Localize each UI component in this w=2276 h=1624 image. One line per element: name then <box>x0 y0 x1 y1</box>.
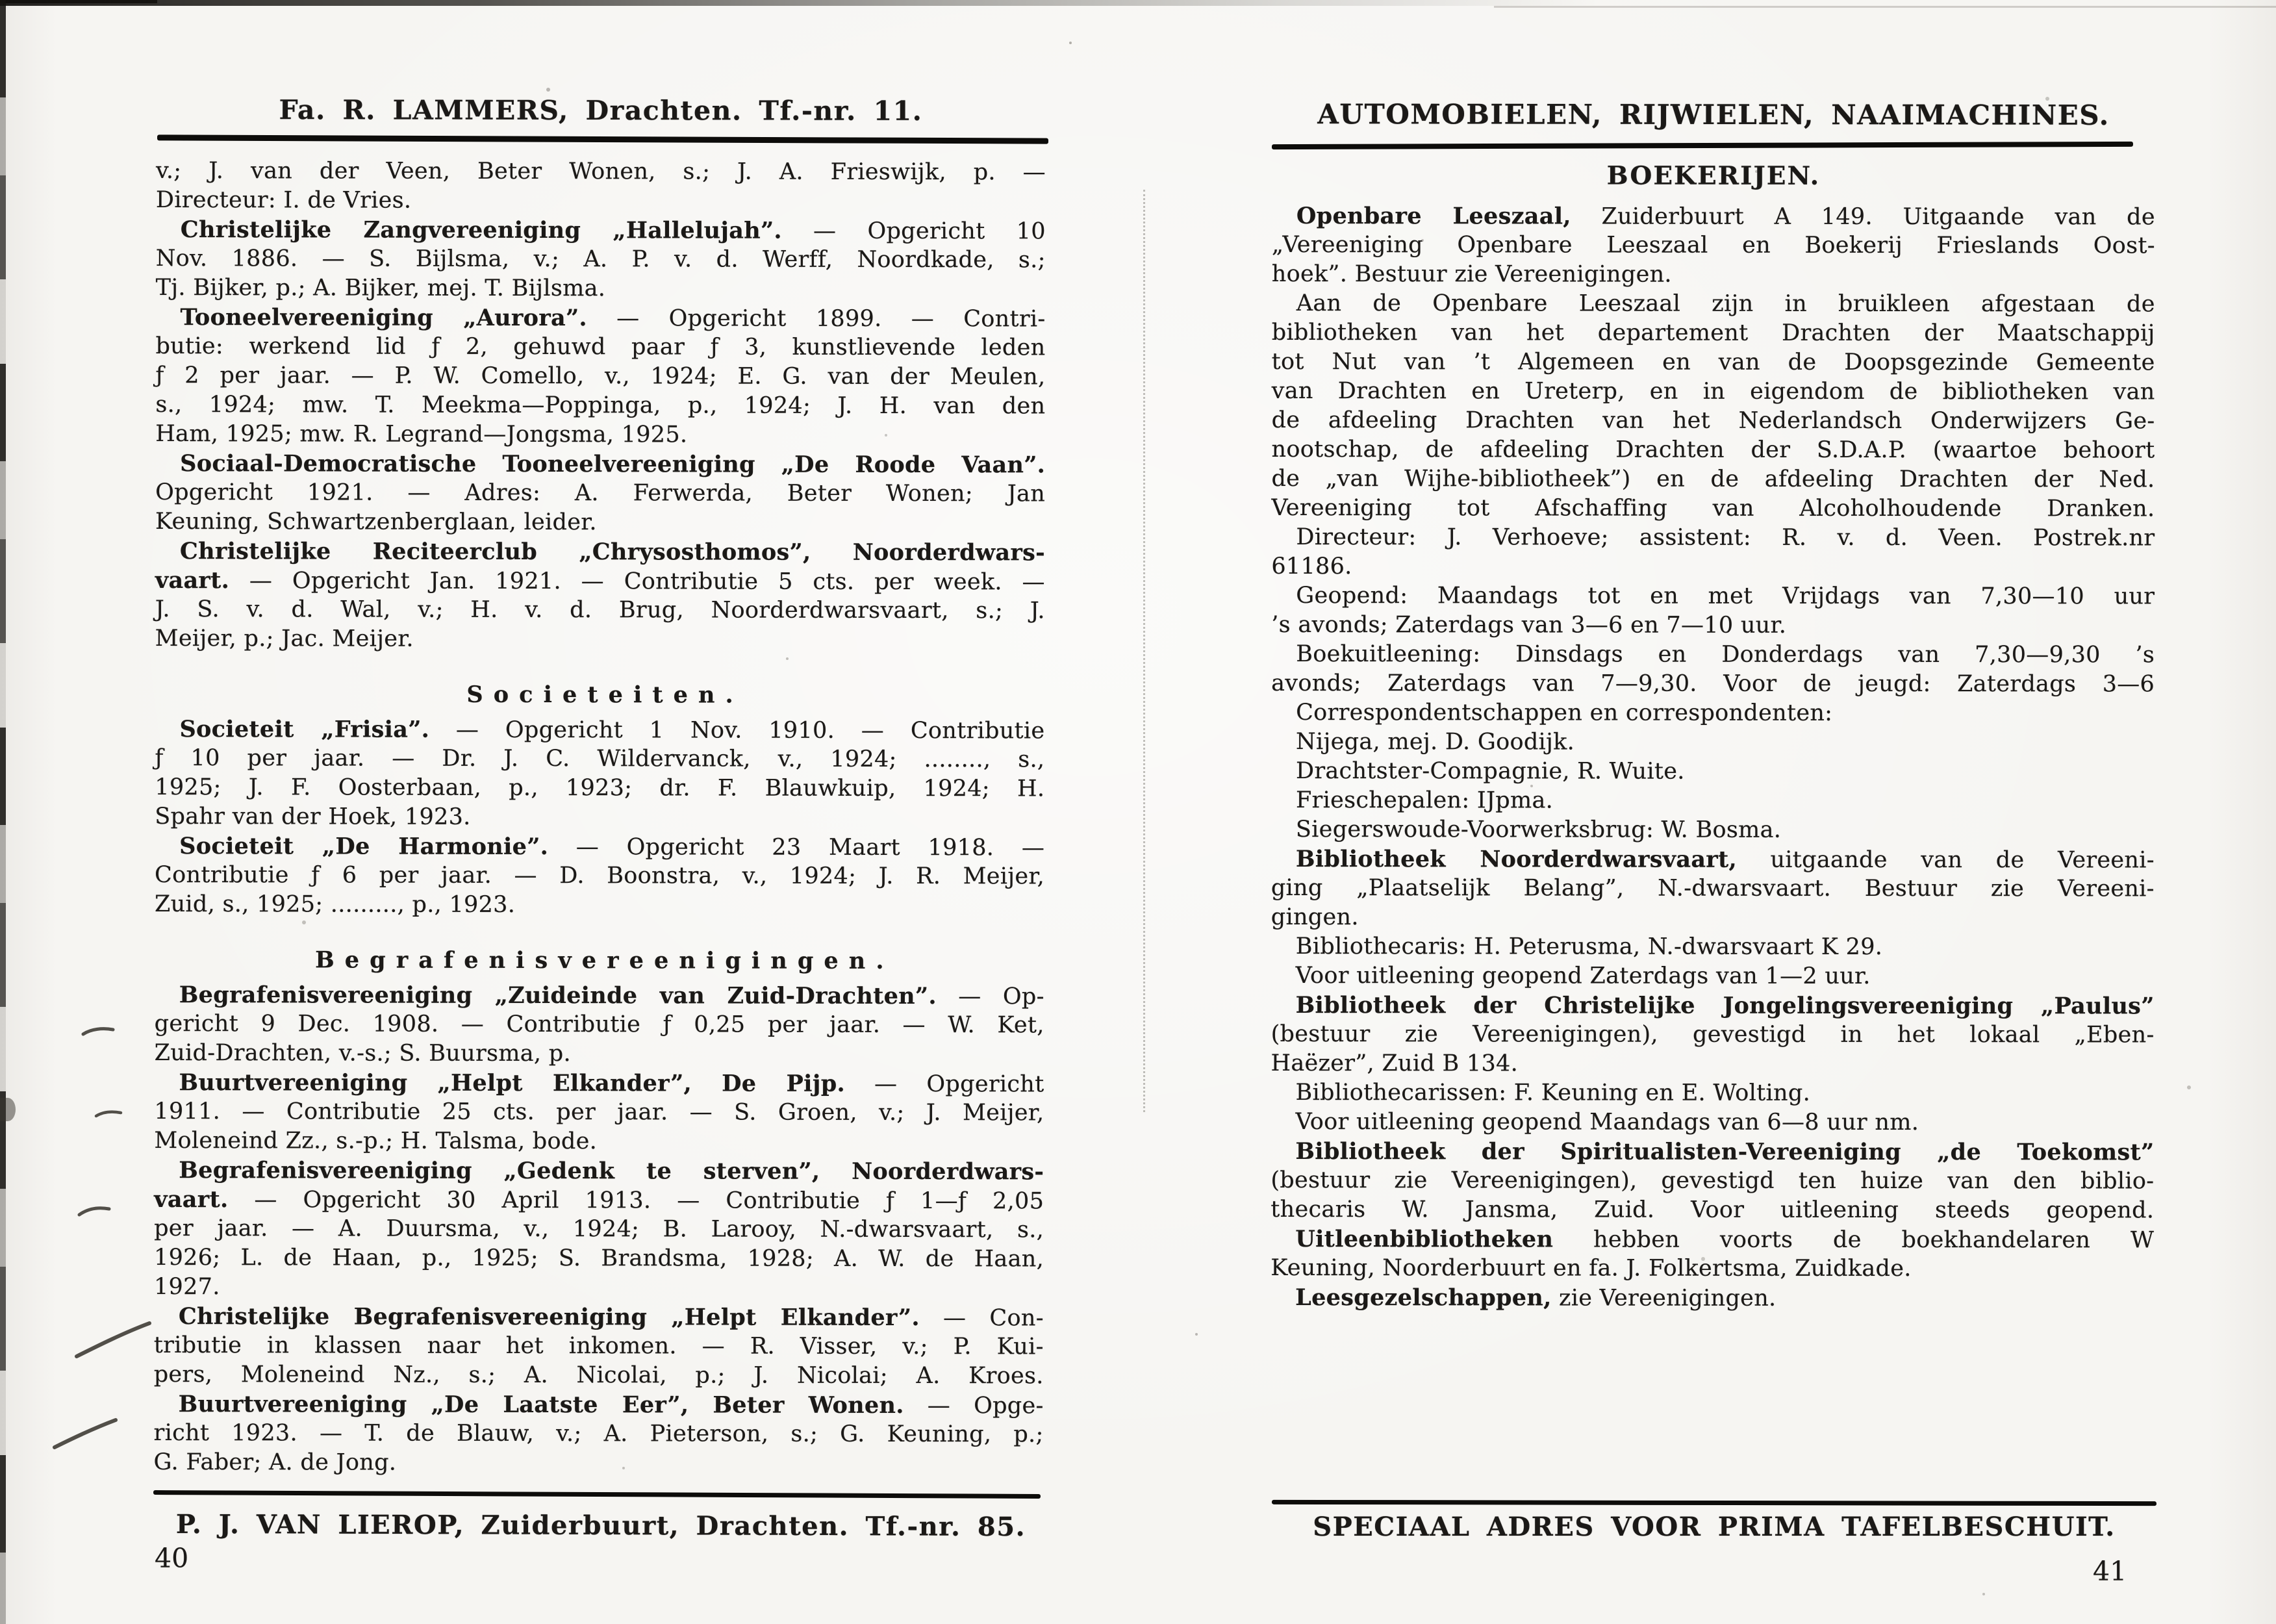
entry-text: Haëzer”, Zuid B 134. <box>1271 1050 1519 1077</box>
entry-text: Voor uitleening geopend Maandags van 6—8 uur nm. <box>1295 1109 1919 1136</box>
entry-text: — Opgericht 1899. — Contri- <box>587 305 1046 333</box>
entry-text: Bibliothecaris: H. Peterusma, N.-dwarsvaart K 29. <box>1295 933 1883 960</box>
entry-paragraph <box>1271 757 2155 787</box>
entry-text: thecaris W. Jansma, Zuid. Voor uitleening steeds geopend. <box>1271 1196 2155 1224</box>
entry-paragraph <box>1271 1283 2154 1313</box>
entry-text: de afdeeling Drachten van het Nederlandsch Onderwijzers Ge- <box>1271 407 2155 435</box>
text-line <box>1271 1224 2154 1254</box>
text-line <box>155 566 1045 596</box>
entry-text: tot Nut van ’t Algemeen en van de Doopsgezinde Gemeente <box>1271 348 2155 376</box>
entry-paragraph <box>1271 815 2155 845</box>
entry-paragraph <box>1271 786 2155 816</box>
text-line <box>1272 377 2155 407</box>
left-page-body <box>153 157 1046 1478</box>
entry-text: Tj. Bijker, p.; A. Bijker, mej. T. Bijlsma. <box>155 274 606 302</box>
entry-text: Moleneind Zz., s.-p.; H. Talsma, bode. <box>154 1127 598 1155</box>
entry-text: Spahr van der Hoek, 1923. <box>155 803 471 830</box>
text-line <box>154 1273 1044 1303</box>
entry-name-bold: Tooneelvereeniging „Aurora”. <box>180 304 587 332</box>
text-line <box>155 1039 1044 1069</box>
page-number-left: 40 <box>155 1543 189 1574</box>
text-line <box>1272 406 2155 436</box>
text-line <box>155 744 1044 774</box>
text-line <box>1271 1078 2154 1108</box>
entry-paragraph <box>1271 698 2155 728</box>
entry-text: Zuid, s., 1925; ........., p., 1923. <box>154 891 516 918</box>
entry-paragraph <box>1271 844 2155 933</box>
text-line <box>1271 815 2155 845</box>
text-line <box>154 1097 1044 1128</box>
entry-text: avonds; Zaterdags van 7—9,30. Voor de jeugd: Zaterdags 3—6 <box>1271 670 2155 698</box>
text-line <box>1271 844 2155 874</box>
entry-text: Meijer, p.; Jac. Meijer. <box>155 625 414 652</box>
entry-name-bold: Bibliotheek der Spiritualisten-Vereeniging „de Toekomst” <box>1295 1138 2155 1166</box>
entry-paragraph <box>1271 523 2155 582</box>
entry-text: Vereeniging tot Afschaffing van Alcoholhoudende Dranken. <box>1271 494 2155 522</box>
entry-name-bold: Begrafenisvereeniging „Zuideinde van Zuid-Drachten”. <box>179 982 937 1010</box>
entry-text: ’s avonds; Zaterdags van 3—6 en 7—10 uur. <box>1271 611 1787 639</box>
entry-text: hoek”. Bestuur zie Vereenigingen. <box>1271 260 1672 288</box>
pen-check-mark <box>79 1208 109 1215</box>
entry-name-bold: Buurtvereeniging „Helpt Elkander”, De Pijp. <box>179 1069 846 1097</box>
entry-paragraph <box>154 1068 1044 1157</box>
entry-text: (bestuur zie Vereenigingen), gevestigd ten huize van den biblio- <box>1271 1167 2155 1195</box>
text-line <box>1271 669 2155 699</box>
text-line <box>1271 698 2155 728</box>
entry-text: Frieschepalen: IJpma. <box>1295 787 1554 814</box>
section-heading: BOEKERIJEN. <box>1606 160 1821 191</box>
entry-text: gingen. <box>1271 904 1359 931</box>
entry-text: 1926; L. de Haan, p., 1925; S. Brandsma, 1928; A. W. de Haan, <box>154 1244 1044 1273</box>
entry-text: Ham, 1925; mw. R. Legrand—Jongsma, 1925. <box>155 420 688 448</box>
entry-text: s., 1924; mw. T. Meekma—Poppinga, p., 1924; J. H. van den <box>155 391 1046 420</box>
entry-text: Keuning, Schwartzenberglaan, leider. <box>155 508 597 536</box>
handwritten-margin-marks <box>0 0 195 1624</box>
entry-text: Directeur: J. Verhoeve; assistent: R. v. d. Veen. Postrek.nr <box>1296 524 2155 552</box>
entry-paragraph <box>156 157 1046 216</box>
entry-name-bold: Societeit „De Harmonie”. <box>179 833 549 861</box>
text-line <box>155 449 1045 479</box>
text-line <box>1271 961 2155 991</box>
page-number-right: 41 <box>2093 1556 2127 1587</box>
entry-text: — Opgericht 10 <box>781 218 1046 245</box>
entry-text: 1927. <box>153 1273 220 1300</box>
entry-paragraph <box>1271 1224 2154 1284</box>
entry-name-bold: vaart. <box>154 1186 229 1213</box>
entry-text: G. Faber; A. de Jong. <box>153 1449 397 1476</box>
entry-text: v.; J. van der Veen, Beter Wonen, s.; J. A. Frieswijk, p. — <box>155 158 1046 186</box>
text-line <box>1272 201 2155 231</box>
text-line <box>156 186 1046 216</box>
text-line <box>155 390 1045 421</box>
right-page-footer-ad: SPECIAAL ADRES VOOR PRIMA TAFELBESCHUIT. <box>1313 1512 2116 1542</box>
text-line <box>155 537 1045 567</box>
text-line <box>154 1068 1044 1098</box>
pen-check-mark <box>83 1029 113 1034</box>
entry-paragraph <box>1271 1137 2154 1225</box>
text-line <box>155 595 1045 626</box>
text-line <box>1271 786 2155 816</box>
entry-paragraph <box>1271 581 2155 641</box>
entry-paragraph <box>1271 1108 2154 1137</box>
text-line <box>1271 611 2155 641</box>
text-line <box>155 980 1044 1011</box>
section-heading: Societeiten. <box>466 681 744 709</box>
scan-edge-top <box>0 0 1598 6</box>
text-line <box>1271 581 2155 611</box>
entry-text: — Op- <box>936 983 1044 1010</box>
entry-paragraph <box>154 1156 1044 1303</box>
entry-text: (bestuur zie Vereenigingen), gevestigd in het lokaal „Eben- <box>1271 1021 2155 1048</box>
page-gutter-shadow <box>1143 190 1145 1112</box>
text-line <box>154 1302 1044 1332</box>
entry-paragraph <box>1271 932 2155 962</box>
entry-name-bold: Societeit „Frisia”. <box>179 716 430 743</box>
text-line <box>154 1156 1044 1186</box>
text-line <box>155 361 1045 392</box>
entry-text: J. S. v. d. Wal, v.; H. v. d. Brug, Noorderdwarsvaart, s.; J. <box>155 596 1045 624</box>
pen-check-mark <box>55 1420 116 1447</box>
text-line <box>1271 464 2155 494</box>
entry-text: Contributie ƒ 6 per jaar. — D. Boonstra, v., 1924; J. R. Meijer, <box>155 861 1045 890</box>
text-line <box>1271 1283 2154 1313</box>
entry-name-bold: Christelijke Begrafenisvereeniging „Helpt Elkander”. <box>178 1303 920 1332</box>
text-line <box>156 303 1046 333</box>
entry-text: 61186. <box>1271 553 1352 580</box>
text-line <box>155 861 1044 891</box>
entry-text: Opgericht 1921. — Adres: A. Ferwerda, Beter Wonen; Jan <box>155 479 1046 507</box>
text-line <box>1271 874 2155 904</box>
entry-paragraph <box>155 537 1045 655</box>
entry-name-bold: Christelijke Reciteerclub „Chrysosthomos”, Noorderdwars- <box>179 538 1045 566</box>
entry-text: de „van Wijhe-bibliotheek”) en de afdeeling Drachten der Ned. <box>1271 465 2155 493</box>
text-line <box>1271 1108 2154 1137</box>
entry-text: — Con- <box>919 1305 1044 1332</box>
entry-text: 1911. — Contributie 25 cts. per jaar. — S. Groen, v.; J. Meijer, <box>154 1098 1044 1126</box>
entry-name-bold: Christelijke Zangvereeniging „Hallelujah”. <box>180 216 782 244</box>
entry-paragraph <box>155 715 1044 833</box>
left-page-footer-ad: P. J. VAN LIEROP, Zuiderbuurt, Drachten. Tf.-nr. 85. <box>175 1508 1026 1543</box>
text-line <box>154 1214 1044 1245</box>
text-line <box>155 420 1045 450</box>
entry-text: Drachtster-Compagnie, R. Wuite. <box>1295 758 1685 785</box>
entry-text: — Opgericht 23 Maart 1918. — <box>548 834 1045 861</box>
entry-text: Siegerswoude-Voorwerksbrug: W. Bosma. <box>1295 817 1782 843</box>
left-header-rule <box>157 134 1048 144</box>
entry-text: Geopend: Maandags tot en met Vrijdags van 7,30—10 uur <box>1296 583 2155 610</box>
text-line <box>1271 932 2155 962</box>
text-line <box>1271 903 2155 933</box>
entry-name-bold: Leesgezelschappen, <box>1295 1284 1552 1312</box>
entry-text: ƒ 10 per jaar. — Dr. J. C. Wildervanck, v., 1924; ........, s., <box>155 744 1045 773</box>
entry-text: pers, Moleneind Nz., s.; A. Nicolai, p.; J. Nicolai; A. Kroes. <box>153 1361 1044 1389</box>
entry-paragraph <box>1271 991 2155 1079</box>
entry-text: Nov. 1886. — S. Bijlsma, v.; A. P. v. d. Werff, Noordkade, s.; <box>155 245 1046 273</box>
text-line <box>154 1389 1044 1420</box>
entry-paragraph <box>155 980 1044 1069</box>
entry-paragraph <box>154 1302 1044 1391</box>
left-page-header-ad: Fa. R. LAMMERS, Drachten. Tf.-nr. 11. <box>279 94 923 127</box>
entry-text: per jaar. — A. Duursma, v., 1924; B. Larooy, N.-dwarsvaart, s., <box>154 1215 1044 1243</box>
text-line <box>1271 552 2155 582</box>
text-line <box>1271 757 2155 787</box>
text-line <box>1272 318 2155 348</box>
entry-name-bold: Bibliotheek Noorderdwarsvaart, <box>1295 846 1738 873</box>
text-line <box>1271 1137 2154 1167</box>
text-line <box>1272 435 2155 465</box>
text-line <box>155 715 1044 745</box>
right-page-header-ad: AUTOMOBIELEN, RIJWIELEN, NAAIMACHINES. <box>1317 98 2110 131</box>
text-line <box>1271 1195 2154 1225</box>
text-line <box>155 1009 1044 1040</box>
entry-text: uitgaande van de Vereeni- <box>1736 846 2155 874</box>
text-line <box>155 507 1045 538</box>
right-header-rule <box>1272 142 2133 149</box>
entry-name-bold: Bibliotheek der Christelijke Jongelingsvereeniging „Paulus” <box>1295 992 2155 1020</box>
entry-paragraph <box>155 831 1044 920</box>
entry-name-bold: Buurtvereeniging „De Laatste Eer”, Beter Wonen. <box>178 1391 904 1419</box>
text-line <box>153 1448 1043 1478</box>
text-line <box>154 1126 1044 1157</box>
text-line <box>1271 1049 2155 1079</box>
text-line <box>155 773 1044 804</box>
entry-text: — Opgericht 30 April 1913. — Contributie ƒ 1—ƒ 2,05 <box>228 1187 1044 1215</box>
right-footer-rule <box>1272 1500 2156 1506</box>
text-line <box>1272 231 2155 260</box>
entry-text: — Opgericht <box>844 1071 1044 1098</box>
entry-text: Boekuitleening: Dinsdags en Donderdags van 7,30—9,30 ’s <box>1296 641 2155 668</box>
text-line <box>155 332 1045 362</box>
entry-text: Aan de Openbare Leeszaal zijn in bruikleen afgestaan de <box>1296 290 2155 318</box>
entry-text: van Drachten en Ureterp, en in eigendom de bibliotheken van <box>1271 377 2155 405</box>
text-line <box>154 1331 1044 1362</box>
entry-text: gericht 9 Dec. 1908. — Contributie ƒ 0,25 per jaar. — W. Ket, <box>154 1010 1044 1039</box>
entry-text: ging „Plaatselijk Belang”, N.-dwarsvaart. Bestuur zie Vereeni- <box>1271 874 2155 902</box>
text-line <box>155 624 1045 655</box>
entry-paragraph <box>1271 640 2155 699</box>
text-line <box>154 1419 1044 1449</box>
text-line <box>155 478 1045 509</box>
text-line <box>154 1243 1044 1274</box>
text-line <box>156 157 1046 187</box>
entry-text: zie Vereenigingen. <box>1551 1285 1777 1312</box>
text-line <box>1272 348 2155 377</box>
right-page-body <box>1271 160 2155 1313</box>
entry-text: nootschap, de afdeeling Drachten der S.D.A.P. (waartoe behoort <box>1271 436 2155 464</box>
section-heading: Begrafenisvereenigingen. <box>315 946 894 974</box>
text-line <box>1271 728 2155 757</box>
text-line <box>1271 1166 2154 1196</box>
entry-text: Keuning, Noorderbuurt en fa. J. Folkertsma, Zuidkade. <box>1271 1254 1912 1282</box>
entry-name-bold: Begrafenisvereeniging „Gedenk te sterven”, Noorderdwars- <box>179 1157 1044 1186</box>
entry-paragraph <box>155 303 1045 450</box>
entry-text: hebben voorts de boekhandelaren W <box>1553 1226 2155 1254</box>
entry-text: Correspondentschappen en correspondenten: <box>1296 700 1833 726</box>
scan-edge-top-faint <box>1494 6 2276 8</box>
text-line <box>155 890 1044 920</box>
text-line <box>156 273 1046 304</box>
entry-text: richt 1923. — T. de Blauw, v.; A. Pieterson, s.; G. Keuning, p.; <box>153 1419 1044 1448</box>
text-line <box>156 244 1046 275</box>
pen-check-mark <box>96 1112 121 1116</box>
text-line <box>154 1185 1044 1215</box>
text-line <box>155 802 1044 833</box>
entry-paragraph <box>1271 1078 2154 1108</box>
entry-text: Voor uitleening geopend Zaterdags van 1—2 uur. <box>1295 963 1871 989</box>
entry-name-bold: Uitleenbibliotheken <box>1295 1226 1554 1253</box>
text-line <box>1271 523 2155 553</box>
text-line <box>1272 289 2155 319</box>
entry-paragraph <box>1272 201 2155 290</box>
entry-text: 1925; J. F. Oosterbaan, p., 1923; dr. F. Blauwkuip, 1924; H. <box>155 774 1045 802</box>
text-line <box>1272 260 2155 290</box>
entry-text: — Opgericht 1 Nov. 1910. — Contributie <box>429 717 1045 744</box>
entry-paragraph <box>1271 961 2155 991</box>
text-line <box>1271 1020 2155 1050</box>
entry-name-bold: vaart. <box>155 566 230 594</box>
entry-text: Bibliothecarissen: F. Keuning en E. Wolting. <box>1295 1080 1811 1106</box>
entry-paragraph <box>1271 289 2155 524</box>
text-line <box>1271 494 2155 524</box>
text-line <box>155 831 1044 862</box>
entry-text: butie: werkend lid ƒ 2, gehuwd paar ƒ 3, kunstlievende leden <box>155 333 1046 361</box>
entry-name-bold: Sociaal-Democratische Tooneelvereeniging „De Roode Vaan”. <box>180 450 1046 479</box>
text-line <box>154 1360 1044 1391</box>
entry-paragraph <box>155 449 1045 538</box>
entry-text: „Vereeniging Openbare Leeszaal en Boekerij Frieslands Oost- <box>1271 231 2155 259</box>
entry-text: — Opge- <box>904 1393 1044 1419</box>
text-line <box>1271 640 2155 670</box>
text-line <box>1271 1254 2154 1284</box>
entry-paragraph <box>1271 728 2155 757</box>
entry-text: Zuiderbuurt A 149. Uitgaande van de <box>1571 203 2155 231</box>
entry-name-bold: Openbare Leeszaal, <box>1296 203 1571 230</box>
entry-text: — Opgericht Jan. 1921. — Contributie 5 cts. per week. — <box>229 568 1045 596</box>
entry-paragraph <box>153 1389 1043 1478</box>
entry-paragraph <box>156 215 1046 304</box>
text-line <box>156 215 1046 246</box>
entry-text: bibliotheken van het departement Drachten der Maatschappij <box>1271 319 2155 347</box>
entry-text: Zuid-Drachten, v.-s.; S. Buursma, p. <box>154 1039 571 1067</box>
entry-text: tributie in klassen naar het inkomen. — R. Visser, v.; P. Kui- <box>153 1332 1044 1360</box>
entry-text: Directeur: I. de Vries. <box>155 186 412 214</box>
entry-text: Nijega, mej. D. Goodijk. <box>1296 729 1575 755</box>
left-footer-rule <box>153 1490 1041 1499</box>
entry-text: ƒ 2 per jaar. — P. W. Comello, v., 1924; E. G. van der Meulen, <box>155 362 1046 390</box>
text-line <box>1271 991 2155 1021</box>
pen-check-mark <box>77 1323 149 1356</box>
